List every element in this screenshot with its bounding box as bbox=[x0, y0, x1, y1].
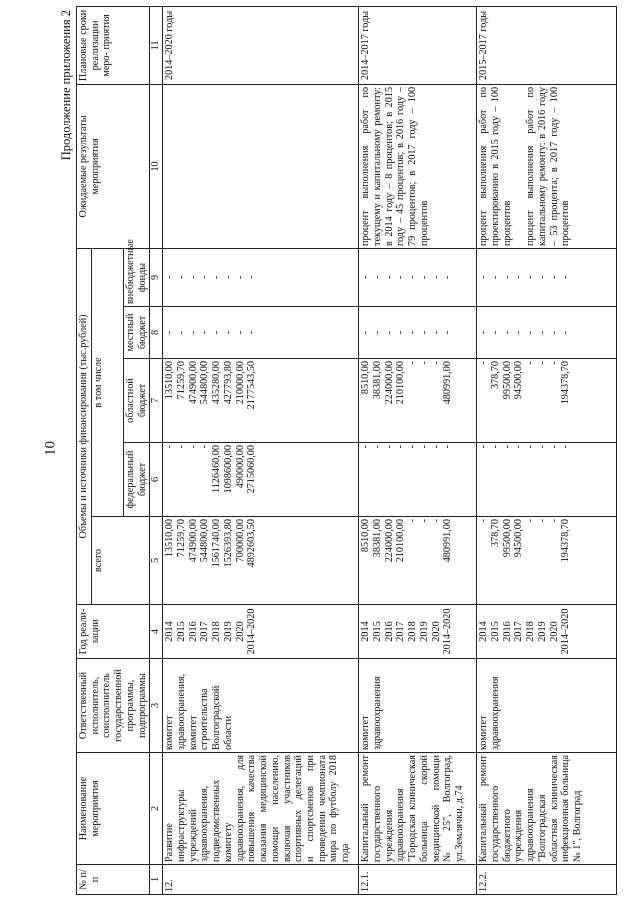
year-cell-value: 2019 bbox=[536, 621, 548, 642]
local-cell-value: - bbox=[383, 330, 395, 335]
offbudget-cell-value: - bbox=[164, 275, 176, 280]
local-cell-value: - bbox=[536, 330, 548, 335]
local-cell-value: - bbox=[395, 330, 407, 335]
federal-cell-value: 1098600,00 bbox=[222, 445, 234, 494]
local-cell-value: - bbox=[442, 330, 454, 335]
year-cell-value: 2014–2020 bbox=[246, 608, 258, 655]
row-number: 12.1. bbox=[359, 865, 477, 895]
page-number: 10 bbox=[42, 441, 59, 456]
regional-cell-value: 8510,00 bbox=[360, 361, 372, 395]
measure-name: Развитие инфраструктуры учреждений здравоохранения, подведомственных комитету здравоохранения, для повышения качества оказания медицинской помощи населению, включая участников спортивных делегаций и спортсменов при проведении чемпионата мира по футболу 2018 года bbox=[163, 753, 359, 865]
offbudget-cell-value: - bbox=[395, 275, 407, 280]
local-cell-value: - bbox=[418, 330, 430, 335]
offbudget-cell-value: - bbox=[372, 275, 384, 280]
offbudget-cell-value: - bbox=[418, 275, 430, 280]
offbudget-cell-value: - bbox=[246, 275, 258, 280]
regional-cell bbox=[163, 359, 359, 443]
year-cell bbox=[477, 605, 617, 659]
offbudget-cell bbox=[477, 248, 617, 306]
offbudget-cell-value: - bbox=[478, 275, 490, 280]
federal-cell-value: - bbox=[478, 445, 490, 449]
planned-term: 2014–2020 годы bbox=[163, 6, 359, 84]
local-cell-value: - bbox=[407, 330, 419, 335]
total-cell-value: - bbox=[525, 519, 537, 523]
offbudget-cell-value: - bbox=[442, 275, 454, 280]
local-cell bbox=[477, 307, 617, 359]
measure-name: Капитальный ремонт государственного учреждения здравоохранения "Городская клиническая больница скорой медицинской помощи № 25", Волгоград, ул.Землячки, д.74 bbox=[359, 753, 477, 865]
rotated-sheet bbox=[59, 5, 584, 895]
funding-table bbox=[76, 6, 617, 895]
header-incl: в том числе bbox=[91, 248, 123, 516]
header-local: местный бюджет bbox=[123, 307, 149, 359]
federal-cell-value: - bbox=[430, 445, 442, 449]
federal-cell-value: 490000,00 bbox=[234, 445, 246, 489]
offbudget-cell-value: - bbox=[360, 275, 372, 280]
federal-cell-value: - bbox=[360, 445, 372, 449]
total-cell bbox=[359, 517, 477, 605]
offbudget-cell-value: - bbox=[536, 275, 548, 280]
regional-cell-value: - bbox=[548, 361, 560, 365]
federal-cell-value: - bbox=[199, 445, 211, 449]
federal-cell-value: - bbox=[513, 445, 525, 449]
table-row bbox=[359, 6, 477, 894]
column-number: 3 bbox=[150, 659, 163, 753]
year-cell-value: 2017 bbox=[513, 621, 525, 642]
header-offbudget: внебюджетные фонды bbox=[123, 248, 149, 306]
regional-cell-value: - bbox=[478, 361, 490, 365]
planned-term: 2014–2017 годы bbox=[359, 6, 477, 84]
regional-cell-value: 99500,00 bbox=[501, 361, 513, 400]
federal-cell-value: - bbox=[176, 445, 188, 449]
column-number: 5 bbox=[150, 517, 163, 605]
offbudget-cell-value: - bbox=[490, 275, 502, 280]
year-cell-value: 2018 bbox=[525, 621, 537, 642]
column-number: 10 bbox=[150, 84, 163, 248]
row-number: 12. bbox=[163, 865, 359, 895]
offbudget-cell-value: - bbox=[513, 275, 525, 280]
total-cell-value: 99500,00 bbox=[501, 519, 513, 558]
year-cell-value: 2020 bbox=[234, 621, 246, 642]
total-cell-value: 38381,00 bbox=[372, 519, 384, 558]
federal-cell-value: - bbox=[490, 445, 502, 449]
local-cell-value: - bbox=[246, 330, 258, 335]
total-cell-value: 71259,70 bbox=[176, 519, 188, 558]
total-cell-value: 1526393,80 bbox=[222, 519, 234, 568]
regional-cell-value: - bbox=[407, 361, 419, 365]
total-cell-value: - bbox=[430, 519, 442, 523]
federal-cell-value: - bbox=[501, 445, 513, 449]
federal-cell-value: 2715060,00 bbox=[246, 445, 258, 494]
year-cell-value: 2014 bbox=[360, 621, 372, 642]
federal-cell-value: - bbox=[560, 445, 572, 449]
federal-cell-value: - bbox=[372, 445, 384, 449]
total-cell-value: 224000,00 bbox=[383, 519, 395, 563]
offbudget-cell-value: - bbox=[383, 275, 395, 280]
local-cell-value: - bbox=[478, 330, 490, 335]
federal-cell-value: 1126460,00 bbox=[211, 445, 223, 494]
local-cell-value: - bbox=[176, 330, 188, 335]
total-cell-value: 700000,00 bbox=[234, 519, 246, 563]
local-cell-value: - bbox=[501, 330, 513, 335]
regional-cell-value: 435280,00 bbox=[211, 361, 223, 405]
regional-cell-value: 194378,70 bbox=[560, 361, 572, 405]
header-results: Ожидаемые результаты мероприятия bbox=[77, 84, 150, 248]
planned-term: 2015–2017 годы bbox=[477, 6, 617, 84]
column-numbers-row bbox=[150, 6, 163, 894]
offbudget-cell-value: - bbox=[211, 275, 223, 280]
table-row bbox=[477, 6, 617, 894]
regional-cell-value: 2177543,50 bbox=[246, 361, 258, 410]
year-cell-value: 2017 bbox=[395, 621, 407, 642]
offbudget-cell bbox=[163, 248, 359, 306]
header-term: Плановые сроки реализации меро- приятия bbox=[77, 6, 150, 84]
offbudget-cell-value: - bbox=[525, 275, 537, 280]
offbudget-cell-value: - bbox=[560, 275, 572, 280]
regional-cell bbox=[477, 359, 617, 443]
federal-cell-value: - bbox=[418, 445, 430, 449]
federal-cell-value: - bbox=[383, 445, 395, 449]
header-funding: Объемы и источники финансирования (тыс.рублей) bbox=[77, 248, 92, 604]
local-cell-value: - bbox=[234, 330, 246, 335]
total-cell-value: 13510,00 bbox=[164, 519, 176, 558]
column-number: 8 bbox=[150, 307, 163, 359]
year-cell-value: 2015 bbox=[490, 621, 502, 642]
total-cell-value: 474900,00 bbox=[187, 519, 199, 563]
total-cell-value: - bbox=[536, 519, 548, 523]
total-cell-value: - bbox=[548, 519, 560, 523]
year-cell-value: 2016 bbox=[383, 621, 395, 642]
year-cell-value: 2014 bbox=[164, 621, 176, 642]
regional-cell-value: 71259,70 bbox=[176, 361, 188, 400]
total-cell-value: 4892603,50 bbox=[246, 519, 258, 568]
regional-cell-value: 378,70 bbox=[490, 361, 502, 390]
total-cell-value: - bbox=[407, 519, 419, 523]
total-cell bbox=[477, 517, 617, 605]
year-cell-value: 2020 bbox=[548, 621, 560, 642]
local-cell-value: - bbox=[430, 330, 442, 335]
local-cell-value: - bbox=[548, 330, 560, 335]
year-cell-value: 2020 bbox=[430, 621, 442, 642]
total-cell-value: 544800,00 bbox=[199, 519, 211, 563]
column-number: 1 bbox=[150, 865, 163, 895]
total-cell-value: 378,70 bbox=[490, 519, 502, 548]
year-cell-value: 2018 bbox=[407, 621, 419, 642]
total-cell-value: 194378,70 bbox=[560, 519, 572, 563]
regional-cell-value: 544800,00 bbox=[199, 361, 211, 405]
offbudget-cell-value: - bbox=[222, 275, 234, 280]
offbudget-cell-value: - bbox=[234, 275, 246, 280]
column-number: 11 bbox=[150, 6, 163, 84]
year-cell-value: 2017 bbox=[199, 621, 211, 642]
federal-cell-value: - bbox=[164, 445, 176, 449]
row-number: 12.2. bbox=[477, 865, 617, 895]
federal-cell bbox=[477, 443, 617, 517]
responsible-executor: комитет здравоохранения, комитет строительства Волгоградской области bbox=[163, 659, 359, 753]
local-cell-value: - bbox=[164, 330, 176, 335]
regional-cell-value: 13510,00 bbox=[164, 361, 176, 400]
regional-cell-value: - bbox=[430, 361, 442, 365]
appendix-caption: Продолжение приложения 2 bbox=[59, 10, 73, 161]
offbudget-cell-value: - bbox=[548, 275, 560, 280]
federal-cell-value: - bbox=[548, 445, 560, 449]
offbudget-cell-value: - bbox=[199, 275, 211, 280]
regional-cell-value: 94500,00 bbox=[513, 361, 525, 400]
total-cell-value: 210100,00 bbox=[395, 519, 407, 563]
federal-cell-value: - bbox=[536, 445, 548, 449]
measure-name: Капитальный ремонт государственного бюджетного учреждения здравоохранения "Волгоградская областная клиническая инфекционная больница № 1", Волгоград bbox=[477, 753, 617, 865]
offbudget-cell-value: - bbox=[176, 275, 188, 280]
year-cell-value: 2016 bbox=[187, 621, 199, 642]
column-number: 9 bbox=[150, 248, 163, 306]
federal-cell-value: - bbox=[395, 445, 407, 449]
local-cell-value: - bbox=[199, 330, 211, 335]
header-total: всего bbox=[91, 517, 150, 605]
local-cell-value: - bbox=[513, 330, 525, 335]
year-cell-value: 2019 bbox=[418, 621, 430, 642]
total-cell-value: 94500,00 bbox=[513, 519, 525, 558]
total-cell-value: 8510,00 bbox=[360, 519, 372, 553]
year-cell-value: 2015 bbox=[176, 621, 188, 642]
header-name: Наименование мероприятия bbox=[77, 753, 150, 865]
local-cell bbox=[163, 307, 359, 359]
responsible-executor: комитет здравоохранения bbox=[477, 659, 617, 753]
regional-cell-value: - bbox=[418, 361, 430, 365]
local-cell bbox=[359, 307, 477, 359]
year-cell-value: 2014–2020 bbox=[442, 608, 454, 655]
year-cell-value: 2016 bbox=[501, 621, 513, 642]
federal-cell-value: - bbox=[407, 445, 419, 449]
regional-cell-value: - bbox=[525, 361, 537, 365]
column-number: 4 bbox=[150, 605, 163, 659]
local-cell-value: - bbox=[560, 330, 572, 335]
regional-cell-value: 38381,00 bbox=[372, 361, 384, 400]
expected-results: процент выполнения работ по текущему и капитальному ремонту: в 2014 году – 8 процентов; в 2015 году – 45 процентов; в 2016 году – 79 процентов; в 2017 году – 100 процентов bbox=[359, 84, 477, 248]
header-federal: федеральный бюджет bbox=[123, 443, 149, 517]
regional-cell-value: 480991,00 bbox=[442, 361, 454, 405]
regional-cell-value: 224000,00 bbox=[383, 361, 395, 405]
regional-cell-value: - bbox=[536, 361, 548, 365]
federal-cell-value: - bbox=[525, 445, 537, 449]
local-cell-value: - bbox=[211, 330, 223, 335]
header-no: № п/п bbox=[77, 865, 150, 895]
regional-cell-value: 474900,00 bbox=[187, 361, 199, 405]
expected-results bbox=[163, 84, 359, 248]
total-cell-value: 1561740,00 bbox=[211, 519, 223, 568]
local-cell-value: - bbox=[360, 330, 372, 335]
local-cell-value: - bbox=[525, 330, 537, 335]
header-responsible: Ответственный исполнитель, соисполнитель государственной программы, подпрограммы bbox=[77, 659, 150, 753]
regional-cell-value: 427793,80 bbox=[222, 361, 234, 405]
offbudget-cell bbox=[359, 248, 477, 306]
local-cell-value: - bbox=[222, 330, 234, 335]
regional-cell-value: 210100,00 bbox=[395, 361, 407, 405]
expected-results: процент выполнения работ по проектированию в 2015 году – 100 процентов процент выполнения работ по капитальному ремонту: в 2016 году – 53 процента; в 2017 году – 100 процентов bbox=[477, 84, 617, 248]
regional-cell-value: 210000,00 bbox=[234, 361, 246, 405]
column-number: 2 bbox=[150, 753, 163, 865]
federal-cell bbox=[359, 443, 477, 517]
year-cell-value: 2018 bbox=[211, 621, 223, 642]
federal-cell-value: - bbox=[442, 445, 454, 449]
total-cell-value: - bbox=[418, 519, 430, 523]
offbudget-cell-value: - bbox=[407, 275, 419, 280]
header-regional: областной бюджет bbox=[123, 359, 149, 443]
offbudget-cell-value: - bbox=[430, 275, 442, 280]
header-year: Год реали- зации bbox=[77, 605, 150, 659]
local-cell-value: - bbox=[490, 330, 502, 335]
responsible-executor: комитет здравоохранения bbox=[359, 659, 477, 753]
total-cell-value: - bbox=[478, 519, 490, 523]
federal-cell bbox=[163, 443, 359, 517]
local-cell-value: - bbox=[372, 330, 384, 335]
offbudget-cell-value: - bbox=[501, 275, 513, 280]
total-cell bbox=[163, 517, 359, 605]
year-cell-value: 2019 bbox=[222, 621, 234, 642]
total-cell-value: 480991,00 bbox=[442, 519, 454, 563]
local-cell-value: - bbox=[187, 330, 199, 335]
year-cell-value: 2014–2020 bbox=[560, 608, 572, 655]
federal-cell-value: - bbox=[187, 445, 199, 449]
offbudget-cell-value: - bbox=[187, 275, 199, 280]
column-number: 7 bbox=[150, 359, 163, 443]
year-cell-value: 2015 bbox=[372, 621, 384, 642]
table-row bbox=[163, 6, 359, 894]
year-cell bbox=[163, 605, 359, 659]
regional-cell bbox=[359, 359, 477, 443]
year-cell-value: 2014 bbox=[478, 621, 490, 642]
column-number: 6 bbox=[150, 443, 163, 517]
year-cell bbox=[359, 605, 477, 659]
